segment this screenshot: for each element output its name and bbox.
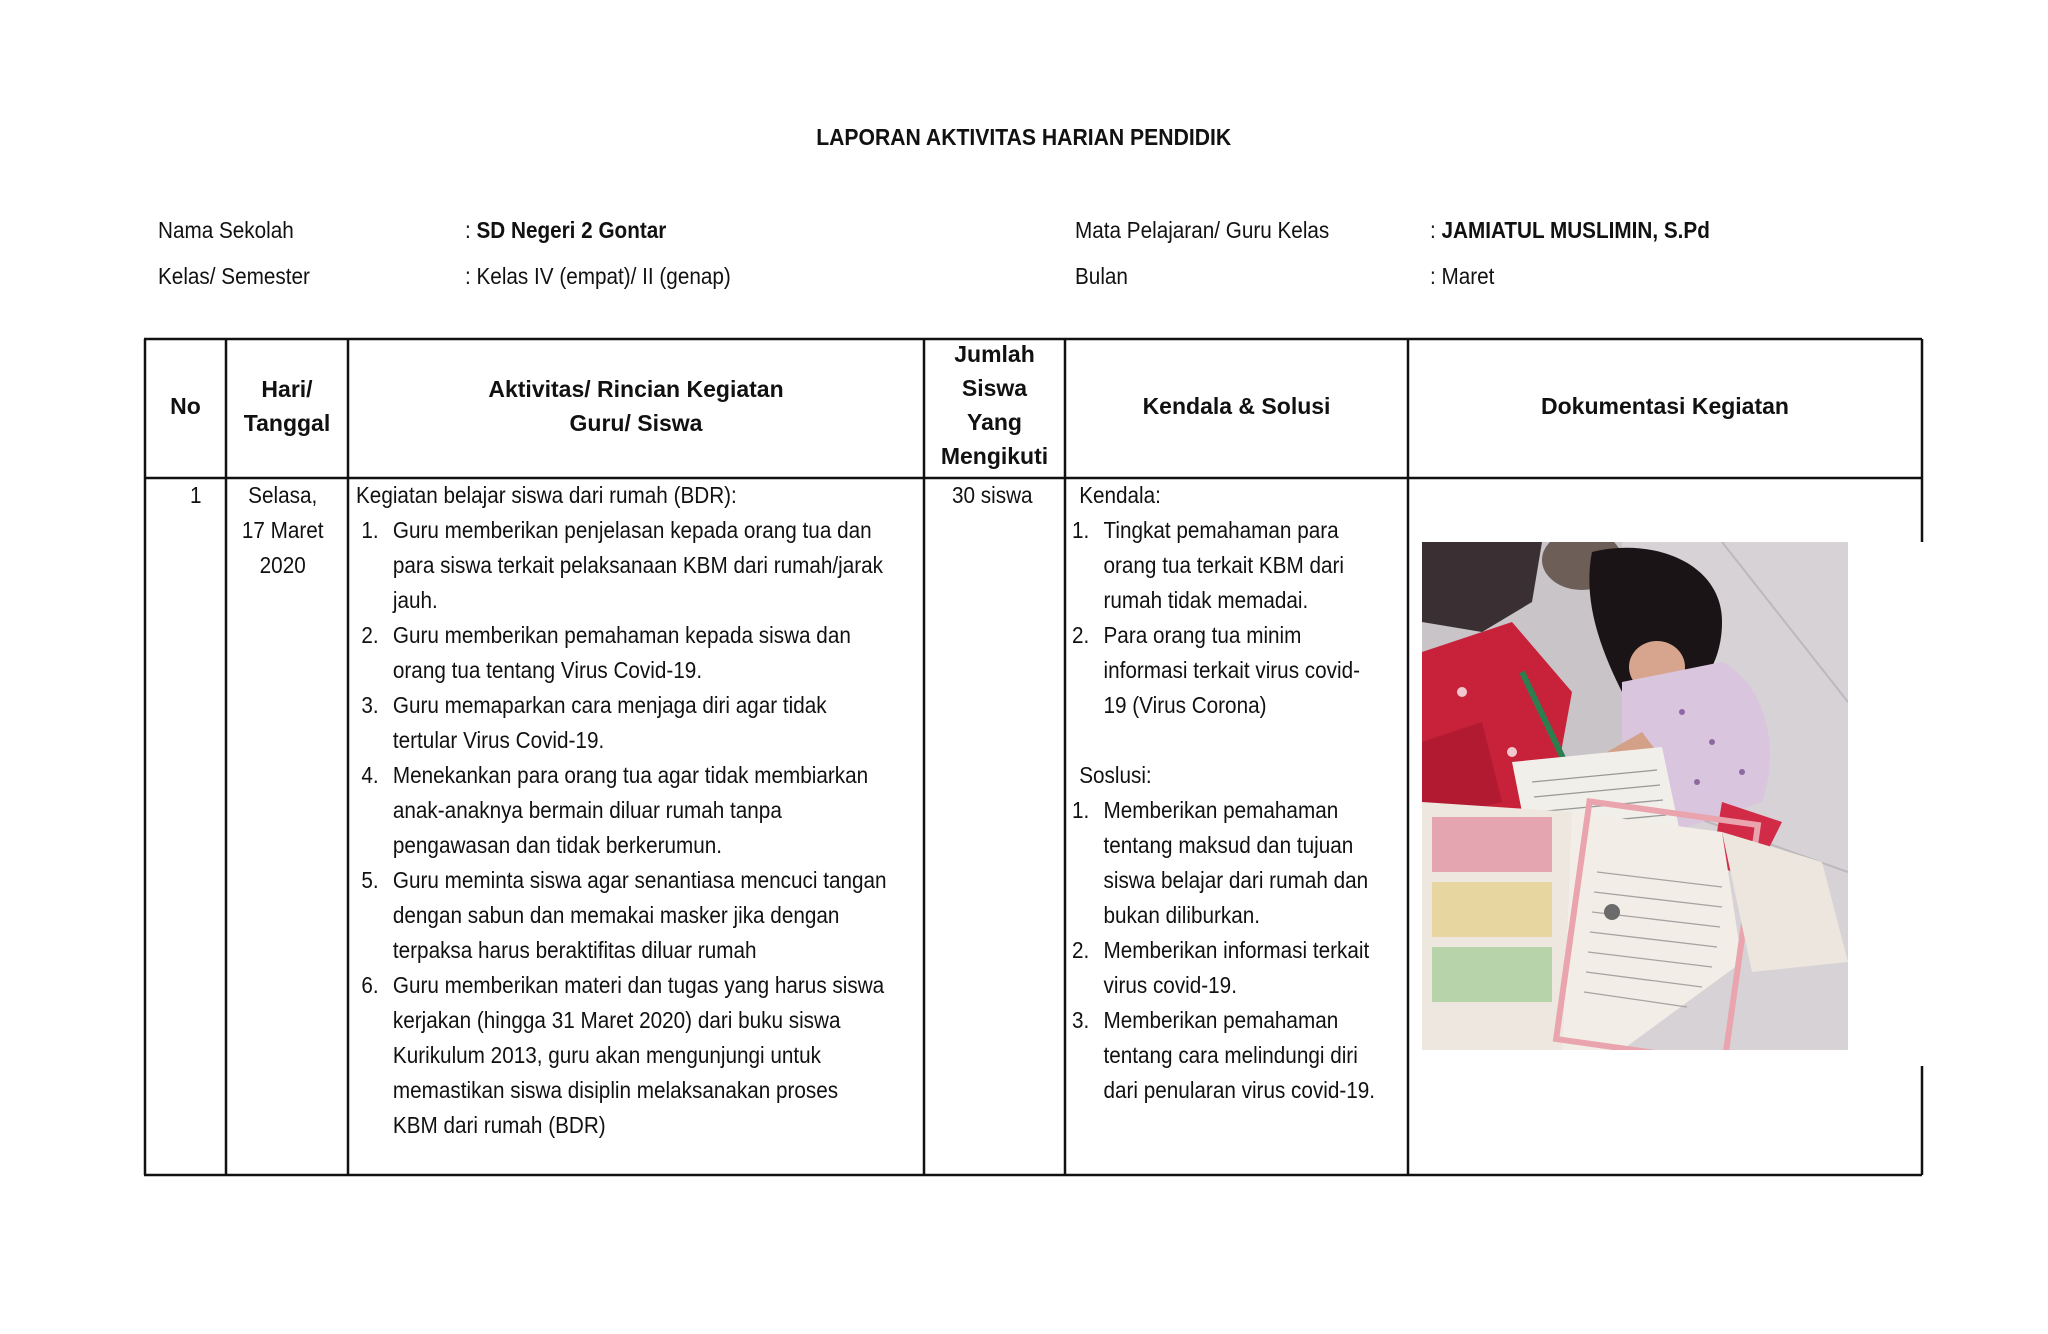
header-no: No <box>170 393 201 419</box>
list-item: 2. Guru memberikan pemahaman kepada siswa dan orang tua tentang Virus Covid-19. <box>361 622 851 683</box>
row-date: Selasa, 17 Maret 2020 <box>241 482 324 578</box>
student-count: 30 siswa <box>952 482 1033 508</box>
class-value: : Kelas IV (empat)/ II (genap) <box>465 263 731 289</box>
solusi-label: Soslusi: <box>1079 762 1152 788</box>
activity-cell <box>356 478 914 1143</box>
solusi-list <box>1072 793 1405 1108</box>
kendala-list <box>1072 513 1405 723</box>
school-value: : SD Negeri 2 Gontar <box>465 217 667 243</box>
activity-list <box>356 513 914 1143</box>
subject-label: Mata Pelajaran/ Guru Kelas <box>1075 217 1330 243</box>
row-no: 1 <box>190 482 202 508</box>
student-studying-photo <box>1422 542 1848 1050</box>
month-value: : Maret <box>1430 263 1495 289</box>
header-issues-solutions: Kendala & Solusi <box>1142 393 1331 419</box>
list-item: 1. Guru memberikan penjelasan kepada orang tua dan para siswa terkait pelaksanaan KBM dari rumah/jarak jauh. <box>361 517 884 613</box>
list-item: 1. Memberikan pemahaman tentang maksud dan tujuan siswa belajar dari rumah dan bukan diliburkan. <box>1072 797 1369 928</box>
list-item: 1. Tingkat pemahaman para orang tua terkait KBM dari rumah tidak memadai. <box>1072 517 1344 613</box>
teacher-value: : JAMIATUL MUSLIMIN, S.Pd <box>1430 217 1710 243</box>
header-date: Hari/ Tanggal <box>243 376 331 436</box>
list-item: 4. Menekankan para orang tua agar tidak membiarkan anak-anaknya bermain diluar rumah tanpa pengawasan dan tidak berkerumun. <box>361 762 869 858</box>
list-item: 3. Guru memaparkan cara menjaga diri agar tidak tertular Virus Covid-19. <box>361 692 827 753</box>
list-item: 5. Guru meminta siswa agar senantiasa mencuci tangan dengan sabun dan memakai masker jika dengan terpaksa harus beraktifitas diluar rumah <box>361 867 887 963</box>
header-documentation: Dokumentasi Kegiatan <box>1541 393 1789 419</box>
header-activity: Aktivitas/ Rincian Kegiatan Guru/ Siswa <box>488 376 784 436</box>
activity-intro: Kegiatan belajar siswa dari rumah (BDR): <box>356 482 737 508</box>
class-label: Kelas/ Semester <box>158 263 310 289</box>
page-title: LAPORAN AKTIVITAS HARIAN PENDIDIK <box>816 124 1232 150</box>
list-item: 2. Para orang tua minim informasi terkait virus covid- 19 (Virus Corona) <box>1072 622 1361 718</box>
list-item: 2. Memberikan informasi terkait virus covid-19. <box>1072 937 1370 998</box>
list-item: 6. Guru memberikan materi dan tugas yang harus siswa kerjakan (hingga 31 Maret 2020) dari buku siswa Kurikulum 2013, guru akan mengunjungi untuk memastikan siswa disiplin melaksanakan proses KBM dari rumah (BDR) <box>361 972 885 1138</box>
list-item: 3. Memberikan pemahaman tentang cara melindungi diri dari penularan virus covid-19. <box>1072 1007 1376 1103</box>
school-label: Nama Sekolah <box>158 217 294 243</box>
header-student-count: Jumlah Siswa Yang Mengikuti <box>940 341 1049 469</box>
month-label: Bulan <box>1075 263 1128 289</box>
issues-cell <box>1072 478 1405 1108</box>
kendala-label: Kendala: <box>1079 482 1161 508</box>
